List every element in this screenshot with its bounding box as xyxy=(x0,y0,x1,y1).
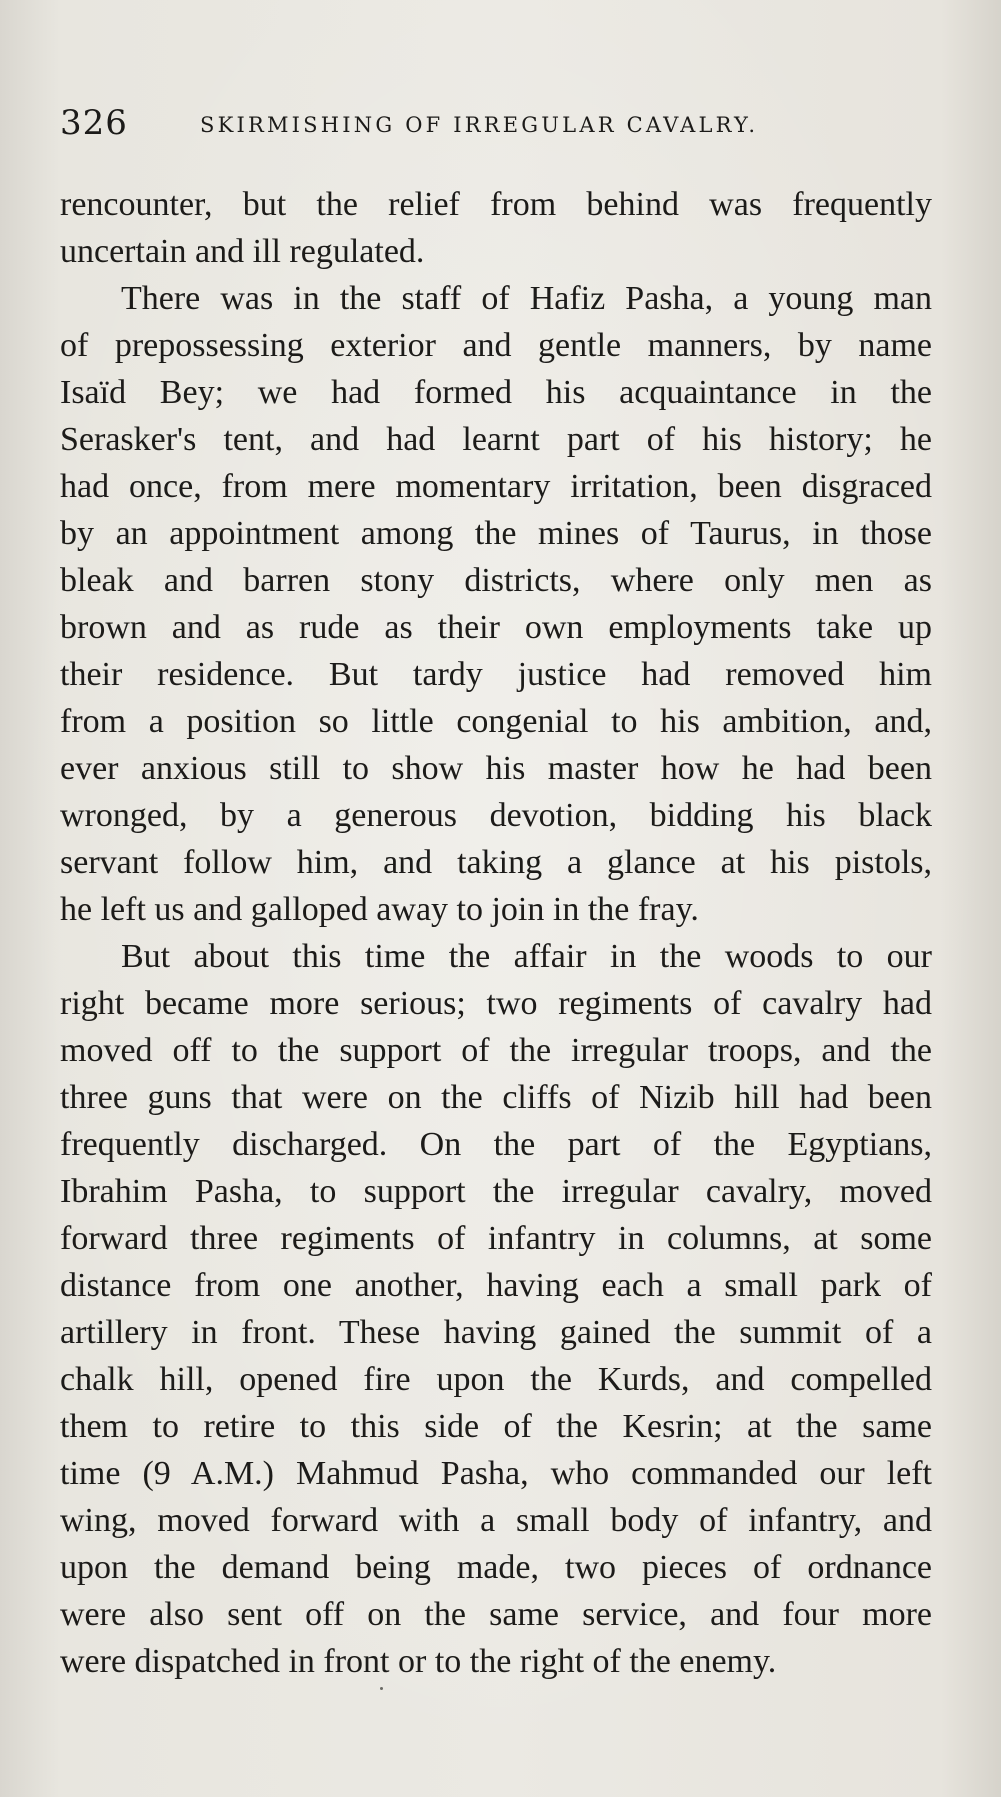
text-line: There was in the staff of Hafiz Pasha, a young man xyxy=(121,280,932,317)
text-line: frequently discharged. On the part of the Egyptians, xyxy=(60,1126,932,1163)
ink-speck xyxy=(380,1687,383,1690)
text-line: time (9 A.M.) Mahmud Pasha, who commanded our left xyxy=(60,1455,932,1492)
text-line: upon the demand being made, two pieces of ordnance xyxy=(60,1549,932,1586)
body-text xyxy=(60,181,932,1685)
text-line: of prepossessing exterior and gentle manners, by name xyxy=(60,327,932,364)
text-line: Serasker's tent, and had learnt part of his history; he xyxy=(60,421,932,458)
text-line: he left us and galloped away to join in the fray. xyxy=(60,891,699,928)
page-number: 326 xyxy=(60,103,128,143)
text-line: their residence. But tardy justice had removed him xyxy=(60,656,932,693)
text-line: wronged, by a generous devotion, bidding his black xyxy=(60,797,932,834)
text-line: three guns that were on the cliffs of Nizib hill had been xyxy=(60,1079,932,1116)
text-line: them to retire to this side of the Kesrin; at the same xyxy=(60,1408,932,1445)
text-line: brown and as rude as their own employments take up xyxy=(60,609,932,646)
text-line: wing, moved forward with a small body of infantry, and xyxy=(60,1502,932,1539)
text-line: Ibrahim Pasha, to support the irregular cavalry, moved xyxy=(60,1173,932,1210)
text-line: ever anxious still to show his master how he had been xyxy=(60,750,932,787)
running-head xyxy=(60,103,940,153)
text-line: from a position so little congenial to his ambition, and, xyxy=(60,703,932,740)
text-line: distance from one another, having each a small park of xyxy=(60,1267,932,1304)
text-line: forward three regiments of infantry in columns, at some xyxy=(60,1220,932,1257)
text-line: bleak and barren stony districts, where only men as xyxy=(60,562,932,599)
running-head-title: SKIRMISHING OF IRREGULAR CAVALRY. xyxy=(200,113,759,137)
text-line: But about this time the affair in the woods to our xyxy=(121,938,932,975)
text-line: servant follow him, and taking a glance at his pistols, xyxy=(60,844,932,881)
text-line: were dispatched in front or to the right of the enemy. xyxy=(60,1643,777,1680)
text-line: moved off to the support of the irregular troops, and the xyxy=(60,1032,932,1069)
text-line: right became more serious; two regiments of cavalry had xyxy=(60,985,932,1022)
text-line: chalk hill, opened fire upon the Kurds, and compelled xyxy=(60,1361,932,1398)
text-line: had once, from mere momentary irritation, been disgraced xyxy=(60,468,932,505)
text-line: were also sent off on the same service, and four more xyxy=(60,1596,932,1633)
text-line: uncertain and ill regulated. xyxy=(60,233,425,270)
text-line: rencounter, but the relief from behind was frequently xyxy=(60,186,932,223)
text-line: by an appointment among the mines of Taurus, in those xyxy=(60,515,932,552)
text-line: Isaïd Bey; we had formed his acquaintance in the xyxy=(60,374,932,411)
text-line: artillery in front. These having gained the summit of a xyxy=(60,1314,932,1351)
